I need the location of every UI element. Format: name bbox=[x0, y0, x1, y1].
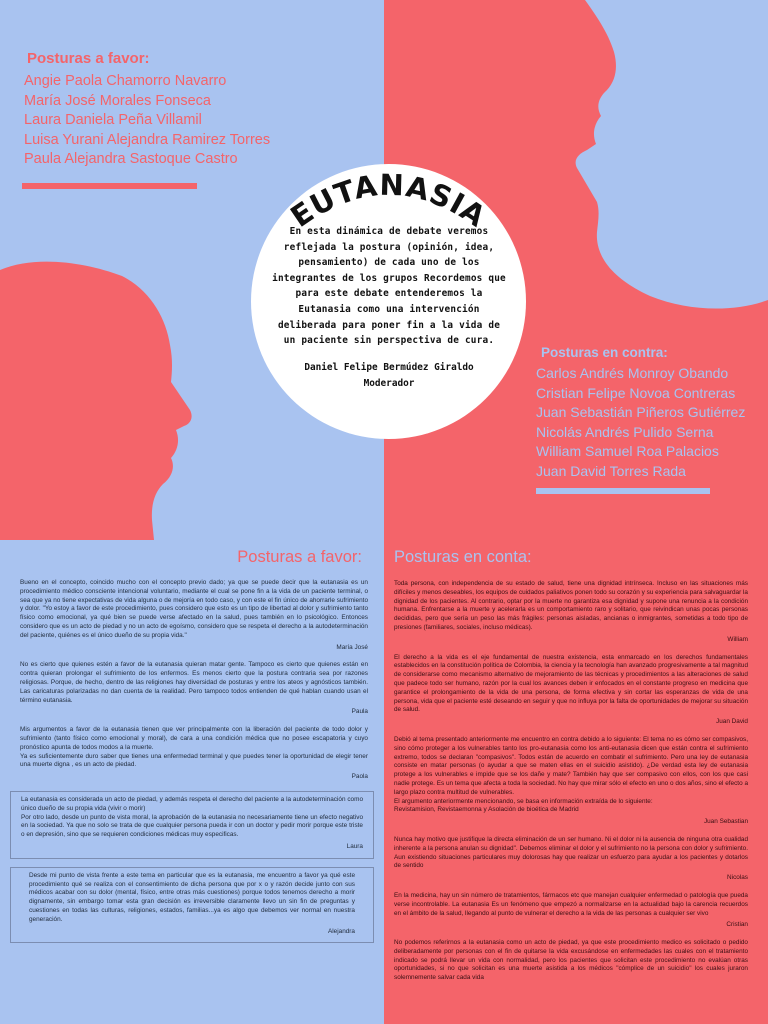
favor-entry bbox=[10, 791, 374, 859]
entry-author: William bbox=[727, 635, 748, 643]
contra-divider bbox=[536, 488, 710, 494]
contra-member: Carlos Andrés Monroy Obando bbox=[536, 365, 729, 381]
entry-text: En la medicina, hay un sin número de tratamientos, fármacos etc que manejan cualquier enfermedad o patología que pueda verse incontrolable. La eutanasia Es un fenómeno que empezó a normalizarse en la actualidad bajo la carencia recuerdos en el ámbito de la salud, llegando al punto de vulnerar el derecho a la vida de las personas a cualquier ser vivo bbox=[394, 891, 748, 917]
intro-text: En esta dinámica de debate veremos reflejada la postura (opinión, idea, pensamiento) de cada uno de los integrantes de los grupos Recordemos que para este debate entenderemos la Eutanasia como una intervención deliberada para poner fin a la vida de un paciente sin perspectiva de cura. bbox=[272, 226, 506, 347]
favor-member: María José Morales Fonseca bbox=[24, 92, 211, 109]
entry-author: Cristian bbox=[726, 921, 748, 929]
left-head-silhouette bbox=[0, 262, 192, 540]
entry-text: No es cierto que quienes estén a favor de la eutanasia quieran matar gente. Tampoco es cierto que quienes están en contra quieran prolongar el sufrimiento de los enfermos. Es menos cierto que la postura contraria sea por razones religiosas. Porque, de hecho, dentro de las religiones hay diversidad de posturas y entre los ateos y agnósticos también. Las caricaturas polarizadas no dan cuenta de la realidad. Pero tampoco todos entienden de qué hablan cuando usan el término eutanasia. bbox=[20, 661, 368, 704]
favor-heading: Posturas a favor: bbox=[27, 50, 150, 67]
entry-text: Nunca hay motivo que justifique la directa eliminación de un ser humano. Ni el dolor ni la ausencia de ninguna otra cualidad inherente a la persona anulan su dignidad". Debemos eliminar el dolor y el sufrimiento no la persona con dolor y sufrimiento. Aun existiendo situaciones particulares muy dolorosas hay que realizar un esfuerzo para ayudar a los pacientes y dotarlos de sentido bbox=[394, 835, 748, 870]
contra-entry bbox=[388, 580, 754, 645]
entry-author: Paula bbox=[351, 708, 368, 716]
contra-column bbox=[388, 548, 754, 983]
favor-entry bbox=[10, 726, 376, 782]
favor-member: Luisa Yurani Alejandra Ramirez Torres bbox=[24, 131, 271, 148]
entry-text: No podemos referirnos a la eutanasia como un acto de piedad, ya que este procedimiento medico es solicitado o pedido deliberadamente por personas con el fin de quitarse la vida excusándose en enfermedades las cuales con el tratamiento indicado se podrá llevar un vida con normalidad, pero los pacientes que solicitan este procedimiento no evalúan otras oportunidades, si no que solicitan es una muerte asistida a los médicos "cómplice de un suicidio" los cuales juraron solemnemente salvar cada vida bbox=[394, 939, 748, 982]
contra-member: Cristian Felipe Novoa Contreras bbox=[536, 384, 736, 401]
contra-column-title: Posturas en conta: bbox=[394, 548, 532, 566]
entry-author: Alejandra bbox=[327, 927, 355, 935]
contra-member: William Samuel Roa Palacios bbox=[536, 443, 719, 459]
favor-entry bbox=[10, 867, 374, 944]
entry-text: Desde mi punto de vista frente a este tema en particular que es la eutanasia, me encuentro a favor ya qué este procedimiento qué se realiza con el consentimiento de dicha persona que por x o y razón decide junto con sus médicos acabar con su dolor (mental, físico, entre otras más cuestiones) porque todos tenemos derecho a morir dignamente, sin embargo tomar esta gran decisión es irreversible claramente llevo un sin fin de preguntas y cuestiones en todas las culturas, religiones, estados, familias...ya es algo que debemos ver normal en nuestra generación. bbox=[29, 871, 355, 923]
contra-entry bbox=[388, 939, 754, 983]
moderator-name: Daniel Felipe Bermúdez Giraldo bbox=[304, 362, 474, 373]
favor-column-title: Posturas a favor: bbox=[237, 548, 362, 566]
entry-text: Toda persona, con independencia de su estado de salud, tiene una dignidad intrínseca. Incluso en las situaciones más difíciles y menos deseables, los equipos de cuidados paliativos ponen todo su corazón y su experiencia para salvaguardar la dignidad de los pacientes. Al contrario, optar por la muerte no garantiza esa dignidad y supone una renuncia a la condición humana. Enfrentarse a la muerte y acelerarla es un comportamiento raro y solitario, que reivindican unas pocas personas decididas, pero que sería un peso las más frágiles: personas aisladas, ancianas o inmigrantes, sometidas a todo tipo de presiones (familiares, sociales, incluso médicas). bbox=[394, 580, 748, 631]
moderator-block bbox=[270, 360, 508, 391]
right-head-silhouette bbox=[576, 0, 768, 309]
entry-author: María José bbox=[336, 643, 368, 651]
favor-entry bbox=[10, 579, 376, 652]
favor-member: Laura Daniela Peña Villamil bbox=[24, 112, 202, 129]
entry-author: Juan Sebastian bbox=[703, 818, 748, 826]
contra-entry bbox=[388, 654, 754, 727]
poster-title-text: EUTANASIA bbox=[284, 167, 493, 234]
entry-author: Laura bbox=[346, 842, 363, 850]
contra-heading: Posturas en contra: bbox=[541, 345, 668, 360]
favor-member: Paula Alejandra Sastoque Castro bbox=[24, 151, 238, 168]
favor-column bbox=[10, 548, 376, 951]
entry-author: Paola bbox=[351, 773, 368, 781]
entry-text: Debió al tema presentado anteriormente me encuentro en contra debido a lo siguiente: El tema no es cómo ser compasivos, sino cómo proteger a los vulnerables tanto los pro-eutanasia como los anti-eutanasia dicen que están contra el sufrimiento extremo, todos se declaran "compasivos". Todos están de acuerdo en combatir el sufrimiento. Pero una ley de eutanasia consiste en matar personas (o ayudar a que se maten ellas en el suicidio asistido). ¿De verdad esta ley de eutanasia protege a los vulnerables e impide que se los dañe y mate? También hay que ser compasivo con ellos, con los que casi nadie protege. Es un tema que afecta a toda la sociedad. No hay que mirar sólo el efecto en uno o dos años, sino el efecto a largo plazo contra multitud de vulnerables. El argumento anteriormente mencionando, se basa en información extraída de lo siguiente: Revistamision, Revistaemonna y Asolación de bioética de Madrid bbox=[394, 735, 748, 814]
entry-author: Nicolas bbox=[727, 874, 748, 882]
favor-member: Angie Paola Chamorro Navarro bbox=[24, 73, 227, 89]
favor-divider bbox=[22, 183, 197, 189]
entry-author: Juan David bbox=[716, 718, 748, 726]
entry-text: Bueno en el concepto, coincido mucho con el concepto previo dado; ya que se puede decir que la eutanasia es un procedimiento médico consciente intencional voluntario, mediante el cual se pone fin a la vida de un paciente terminal, o sea que ya no tiene expectativas de vida alguna o de mejoría en todo caso, y con este el fin único de ahorrarle sufrimiento y dolor. "Yo estoy a favor de este procedimiento, pues considero que esto es un tipo de libertad al dolor y sufrimiento tanto físico como emocional, ya qué bien se puede verse afectado en la salud, pues también en lo psicológico. Entonces considero que es un acto de piedad y no un acto de egoísmo, considero que se respeta el derecho a la autodeterminación del paciente, quiénes es el único dueño de su propia vida." bbox=[20, 579, 368, 639]
favor-members-list bbox=[24, 72, 270, 170]
moderator-role: Moderador bbox=[363, 377, 415, 389]
contra-members-list bbox=[536, 364, 745, 481]
contra-entry bbox=[388, 836, 754, 883]
contra-entry bbox=[388, 892, 754, 930]
contra-entry bbox=[388, 736, 754, 827]
entry-text: Mis argumentos a favor de la eutanasia tienen que ver principalmente con la liberación del paciente de todo dolor y sufrimiento (tanto físico como emocional y moral), de cara a una condición médica que no posee escapatoria y cuyo pronóstico apunta de todos modos a la muerte. Ya es suficientemente duro saber que tienes una enfermedad terminal y que puedes tener la oportunidad de elegir tener una muerte digna , es un acto de piedad. bbox=[20, 726, 368, 769]
contra-member: Juan David Torres Rada bbox=[536, 462, 686, 479]
entry-text: La eutanasia es considerada un acto de piedad, y además respeta el derecho del paciente a la autodeterminación como único dueño de su propia vida (vivir o morir) Por otro lado, desde un punto de vista moral, la aprobación de la eutanasia no necesariamente tiene un efecto negativo en la sociedad. Ya que no solo se trata de que cualquier persona pueda ir con un doctor y pedir morir porque este triste o en depresión, sino que se requieren condiciones médicas muy especificas. bbox=[21, 795, 363, 839]
contra-member: Juan Sebastián Piñeros Gutiérrez bbox=[536, 404, 746, 420]
favor-entry bbox=[10, 661, 376, 717]
entry-text: El derecho a la vida es el eje fundamental de nuestra existencia, esta enmarcado en los derechos fundamentales establecidos en la constitución política de Colombia, la ciencia y la tecnología han avanzado progresivamente a tal magnitud de considerarse como mecanismo alternativo de mejoramiento de las técnicas y procedimientos a las alteraciones de salud que padece todo ser humano, razón por la cual los avances deben ir enfocados en el constante progreso en medicina que garantice el prolongamiento de la vida de una persona, de forma efectiva y sin cortar las esperanzas de vida de una persona, vida que el paciente esté deseando en seguir y que no influya por la falta de oportunidades de mejorar su situación de salud. bbox=[394, 653, 748, 714]
contra-member: Nicolás Andrés Pulido Serna bbox=[536, 423, 714, 440]
